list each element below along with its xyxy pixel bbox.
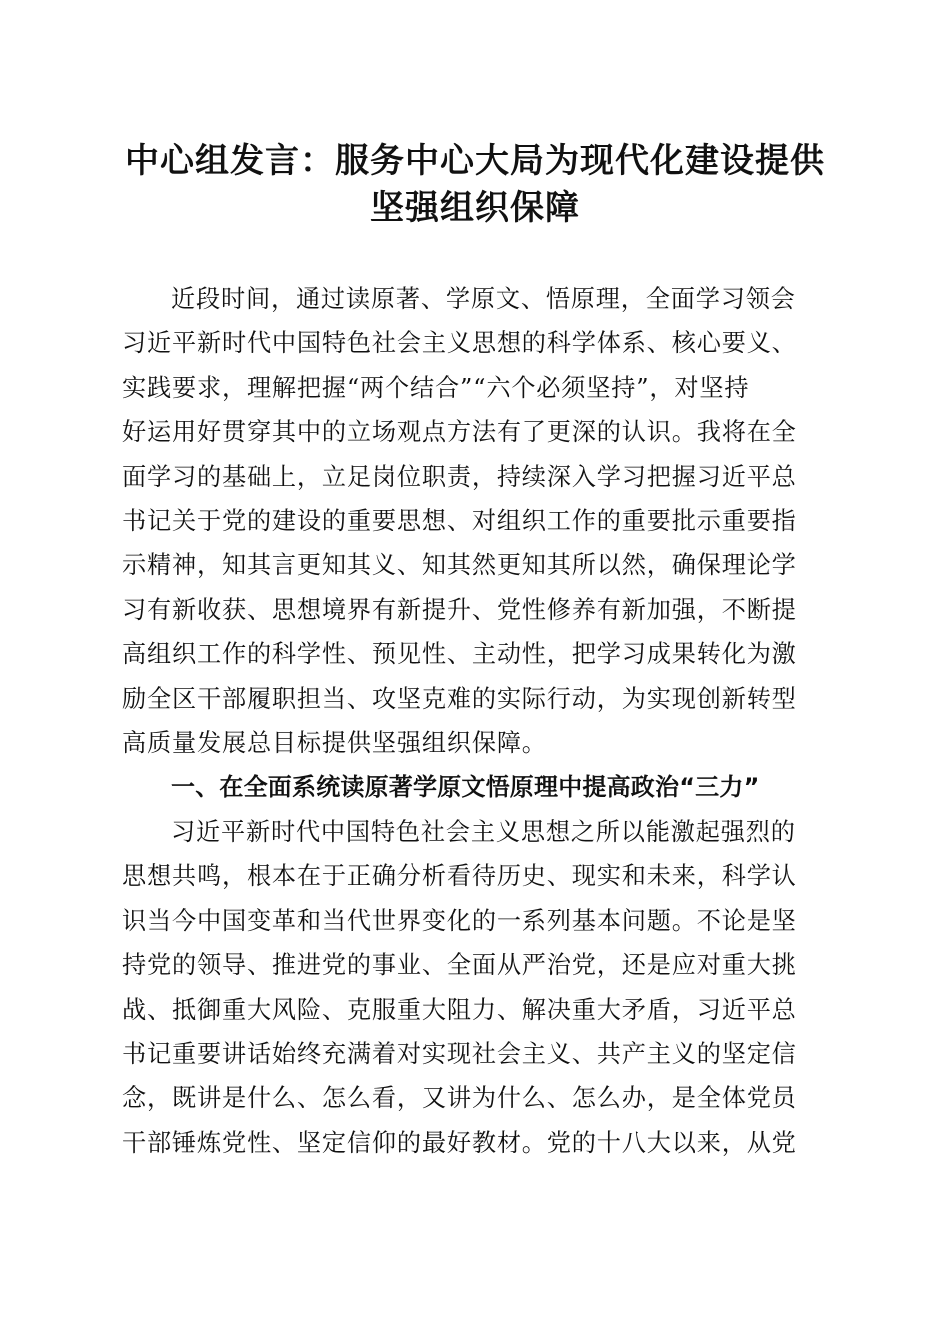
paragraph-1-line: 实践要求，理解把握“两个结合”“六个必须坚持”，对坚持 bbox=[122, 374, 750, 402]
paragraph-1-line: 近段时间，通过读原著、学原文、悟原理，全面学习领会 bbox=[171, 285, 796, 313]
paragraph-2-line: 干部锤炼党性、坚定信仰的最好教材。党的十八大以来，从党 bbox=[122, 1129, 797, 1157]
paragraph-2-line: 思想共鸣，根本在于正确分析看待历史、现实和未来，科学认 bbox=[122, 862, 797, 890]
paragraph-2-line: 书记重要讲话始终充满着对实现社会主义、共产主义的坚定信 bbox=[122, 1040, 797, 1068]
paragraph-2-line: 战、抵御重大风险、克服重大阻力、解决重大矛盾，习近平总 bbox=[122, 996, 797, 1024]
document-title-line-2: 坚强组织保障 bbox=[370, 188, 580, 228]
paragraph-1-line: 示精神，知其言更知其义、知其然更知其所以然，确保理论学 bbox=[122, 551, 797, 579]
paragraph-2-line: 持党的领导、推进党的事业、全面从严治党，还是应对重大挑 bbox=[122, 951, 797, 979]
document-title-line-1: 中心组发言：服务中心大局为现代化建设提供 bbox=[125, 141, 825, 181]
paragraph-2-line: 识当今中国变革和当代世界变化的一系列基本问题。不论是坚 bbox=[122, 907, 797, 935]
paragraph-1-line: 好运用好贯穿其中的立场观点方法有了更深的认识。我将在全 bbox=[122, 418, 797, 446]
paragraph-1-line: 高质量发展总目标提供坚强组织保障。 bbox=[122, 729, 547, 757]
paragraph-2-line: 念，既讲是什么、怎么看，又讲为什么、怎么办，是全体党员 bbox=[122, 1084, 797, 1112]
paragraph-1-line: 习近平新时代中国特色社会主义思想的科学体系、核心要义、 bbox=[122, 329, 797, 357]
paragraph-1-line: 面学习的基础上，立足岗位职责，持续深入学习把握习近平总 bbox=[122, 463, 797, 491]
paragraph-1-line: 高组织工作的科学性、预见性、主动性，把学习成果转化为激 bbox=[122, 640, 797, 668]
section-heading-1: 一、在全面系统读原著学原文悟原理中提高政治“三力” bbox=[171, 773, 760, 801]
paragraph-2-line: 习近平新时代中国特色社会主义思想之所以能激起强烈的 bbox=[171, 818, 796, 846]
paragraph-1-line: 习有新收获、思想境界有新提升、党性修养有新加强，不断提 bbox=[122, 596, 797, 624]
paragraph-1-line: 书记关于党的建设的重要思想、对组织工作的重要批示重要指 bbox=[122, 507, 797, 535]
paragraph-1-line: 励全区干部履职担当、攻坚克难的实际行动，为实现创新转型 bbox=[122, 685, 797, 713]
